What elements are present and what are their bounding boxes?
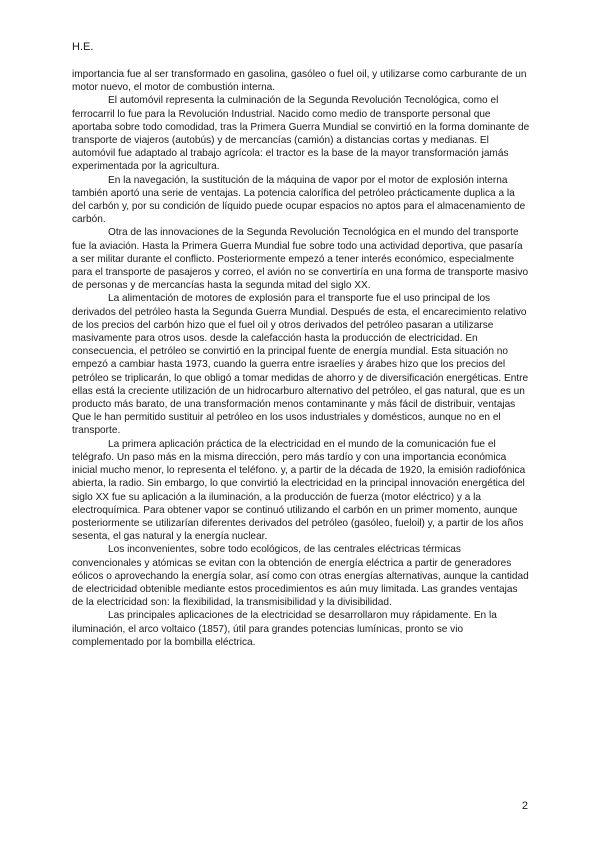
paragraph-aviacion: Otra de las innovaciones de la Segunda Revolución Tecnológica en el mundo del transporte fue la aviación. Hasta la Primera Guerra Mundial fue sobre todo una actividad deportiva, que pasaría a ser militar durante el conflicto. Posteriormente empezó a tener interés económico, especialmente para el transporte de pasajeros y correo, el avión no se convertiría en una forma de transporte masivo de personas y de mercancías hasta la segunda mitad del siglo XX. bbox=[72, 227, 529, 292]
paragraph-continuation: importancia fue al ser transformado en gasolina, gasóleo o fuel oil, y utilizarse como carburante de un motor nuevo, el motor de combustión interna. bbox=[72, 69, 527, 94]
page-header-author: H.E. bbox=[72, 41, 94, 53]
paragraph-aplicaciones: Las principales aplicaciones de la electricidad se desarrollaron muy rápidamente. En la iluminación, el arco voltaico (1857), útil para grandes potencias lumínicas, pronto se vio complementado por la bombilla eléctrica. bbox=[72, 610, 497, 648]
paragraph-navegacion: En la navegación, la sustitución de la máquina de vapor por el motor de explosión interna también aportó una serie de ventajas. La potencia calorífica del petróleo prácticamente duplica a la del carbón y, por su condición de líquido puede ocupar espacios no aptos para el almacenamiento de carbón. bbox=[72, 174, 526, 226]
paragraph-electricidad-comunicacion: La primera aplicación práctica de la electricidad en el mundo de la comunicación fue el telégrafo. Un paso más en la misma dirección, pero más tardío y con una importancia económica inicial mucho menor, lo representa el teléfono. y, a partir de la década de 1920, la emisión radiofónica abierta, la radio. Sin embargo, lo que convirtió la electricidad en la principal innovación energética del siglo XX fue su aplicación a la iluminación, a la producción de fuerza (motor eléctrico) y a la electroquímica. Para obtener vapor se continuó utilizando el carbón en un primer momento, aunque posteriormente se utilizarían diferentes derivados del petróleo (gasóleo, fueloil) y, a partir de los años sesenta, el gas natural y la energía nuclear. bbox=[72, 438, 526, 543]
paragraph-inconvenientes: Los inconvenientes, sobre todo ecológicos, de las centrales eléctricas térmicas convencionales y atómicas se evitan con la obtención de energía eléctrica a partir de generadores eólicos o aprovechando la energía solar, así como con otras energías alternativas, aunque la cantidad de electricidad obtenible mediante estos procedimientos es aún muy limitada. Las grandes ventajas de la electricidad son: la flexibilidad, la transmisibilidad y la divisibilidad. bbox=[72, 544, 529, 609]
paragraph-automovil: El automóvil representa la culminación de la Segunda Revolución Tecnológica, como el ferrocarril lo fue para la Revolución Industrial. Nacido como medio de transporte personal que aportaba sobre todo comodidad, tras la Primera Guerra Mundial se convirtió en la forma dominante de transporte de viajeros (autobús) y de mercancías (camión) a distancias cortas y medianas. El automóvil fue adaptado al trabajo agrícola: el tractor es la base de la mayor transformación jamás experimentada por la agricultura. bbox=[72, 95, 530, 173]
document-body bbox=[72, 68, 530, 649]
paragraph-petroleo: La alimentación de motores de explosión para el transporte fue el uso principal de los derivados del petróleo hasta la Segunda Guerra Mundial. Después de esta, el encarecimiento relativo de los precios del carbón hizo que el fuel oil y otros derivados del petróleo pasaran a utilizarse masivamente para otros usos. desde la calefacción hasta la producción de electricidad. En consecuencia, el petróleo se convirtió en la principal fuente de energía mundial. Esta situación no empezó a cambiar hasta 1973, cuando la guerra entre israelíes y árabes hizo que los precios del petróleo se triplicarán, lo que obligó a tomar medidas de ahorro y de diversificación energéticas. Entre ellas está la creciente utilización de un hidrocarburo alternativo del petróleo, el gas natural, que es un producto más barato, de una transformación menos contaminante y más fácil de distribuir, ventajas Que le han permitido sustituir al petróleo en los usos industriales y domésticos, aunque no en el transporte. bbox=[72, 293, 529, 437]
page-number: 2 bbox=[521, 800, 528, 812]
